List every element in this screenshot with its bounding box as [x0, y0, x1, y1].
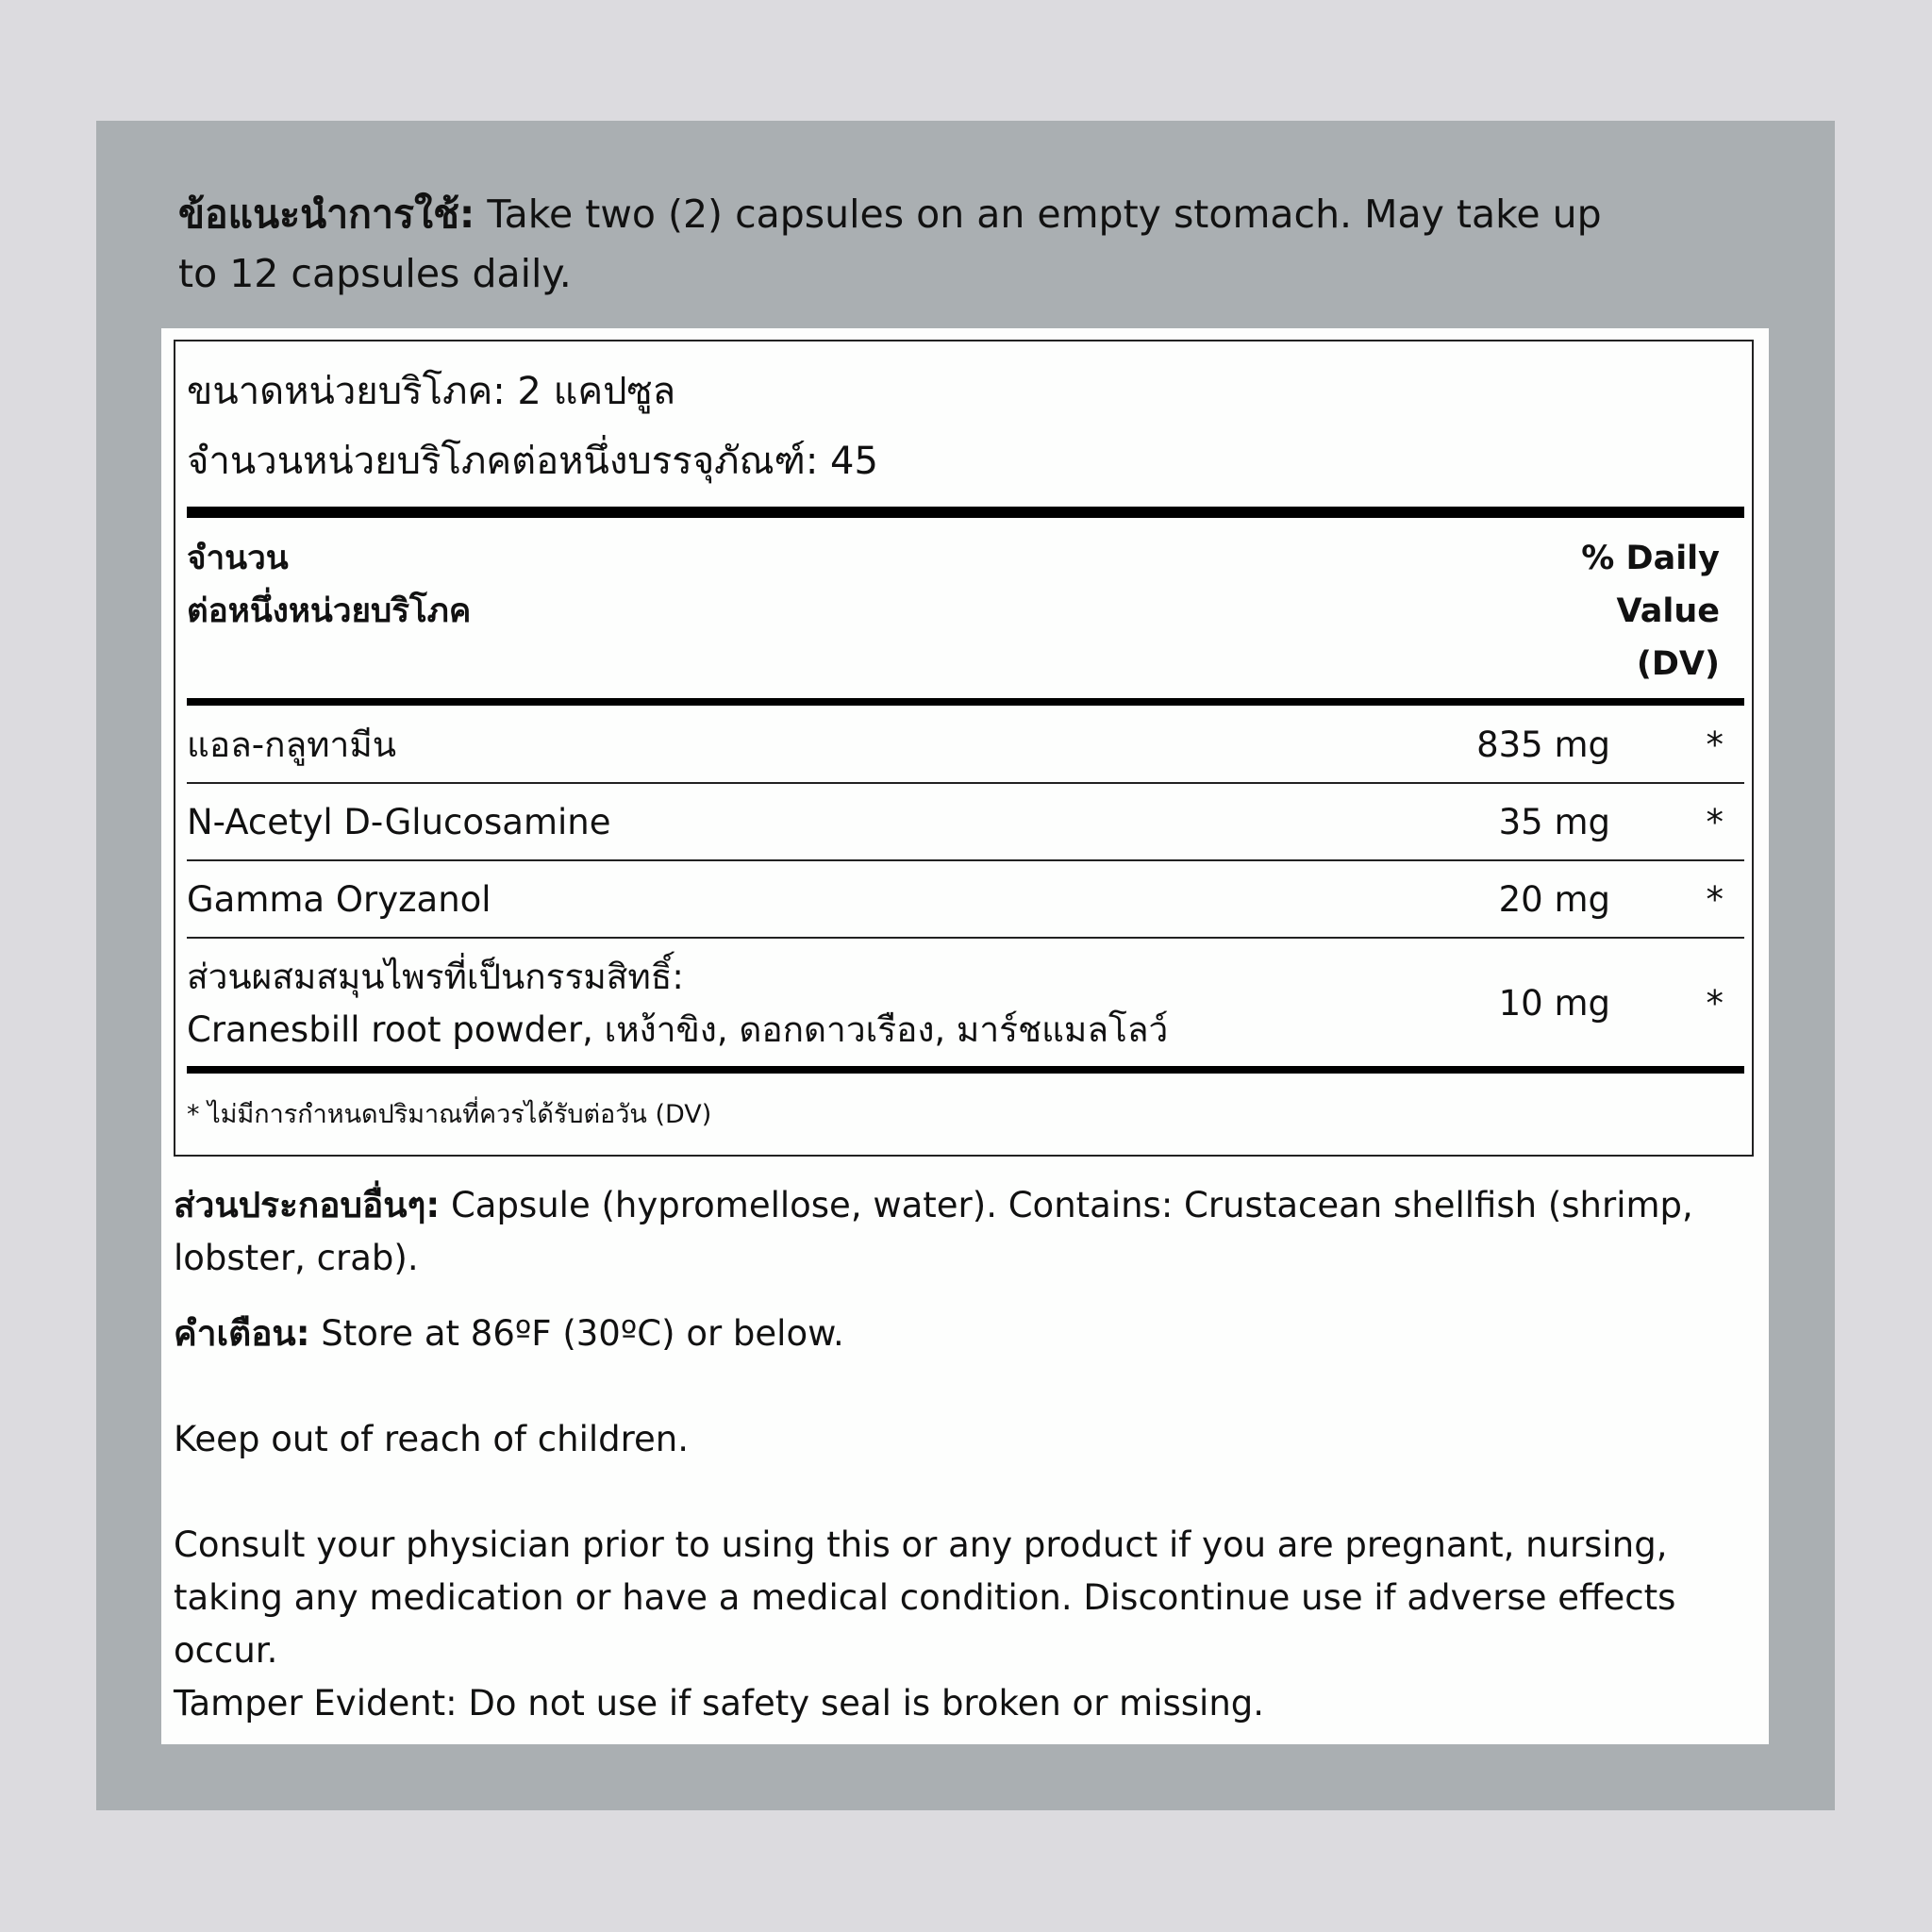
header-dv-line2: Value	[1616, 592, 1720, 630]
nutrient-amount: 20 mg	[1498, 879, 1610, 920]
nutrient-dv: *	[1706, 983, 1724, 1024]
row-divider	[187, 782, 1744, 784]
nutrient-name: Gamma Oryzanol	[187, 879, 491, 920]
nutrient-name: N-Acetyl D-Glucosamine	[187, 802, 611, 842]
nutrient-amount: 10 mg	[1498, 983, 1610, 1024]
nutrient-dv: *	[1706, 802, 1724, 842]
warning-label: คำเตือน:	[174, 1313, 310, 1354]
nutrient-row	[187, 951, 1744, 1057]
other-ingredients	[174, 1179, 1768, 1285]
nutrient-row	[187, 719, 1744, 772]
tamper-evident-notice: Tamper Evident: Do not use if safety seal is broken or missing.	[174, 1683, 1265, 1724]
other-ingredients-body: Capsule (hypromellose, water). Contains: Crustacean shellfish (shrimp, lobster, crab).	[174, 1185, 1693, 1278]
directions-body: Take two (2) capsules on an empty stomach. May take up to 12 capsules daily.	[178, 192, 1602, 296]
thick-divider-header	[187, 698, 1744, 706]
serving-size: ขนาดหน่วยบริโภค: 2 แคปซูล	[187, 370, 676, 413]
label-card	[161, 328, 1769, 1744]
thick-divider-bottom	[187, 1066, 1744, 1074]
nutrient-dv: *	[1706, 724, 1724, 765]
header-dv-line3: (DV)	[1636, 645, 1720, 683]
other-ingredients-label: ส่วนประกอบอื่นๆ:	[174, 1185, 441, 1225]
nutrient-row	[187, 874, 1744, 926]
header-amount-label: จำนวน	[187, 540, 289, 577]
keep-out-notice: Keep out of reach of children.	[174, 1419, 690, 1459]
nutrient-amount: 835 mg	[1476, 724, 1610, 765]
consult-physician-notice: Consult your physician prior to using this or any product if you are pregnant, nursing, taking any medication or have a medical condition. Discontinue use if adverse effects occur.	[174, 1524, 1676, 1671]
daily-value-header	[1512, 532, 1720, 691]
directions-label: ข้อแนะนำการใช้:	[178, 192, 475, 237]
directions-text	[178, 185, 1650, 304]
nutrient-row	[187, 796, 1744, 849]
dv-footnote: * ไม่มีการกำหนดปริมาณที่ควรได้รับต่อวัน (DV)	[187, 1100, 712, 1129]
warning-body: Store at 86ºF (30ºC) or below.	[309, 1313, 844, 1354]
header-dv-line1: % Daily	[1581, 540, 1720, 577]
row-divider	[187, 937, 1744, 939]
amount-per-serving-header	[187, 532, 471, 638]
thick-divider-top	[187, 507, 1744, 518]
nutrient-amount: 35 mg	[1498, 802, 1610, 842]
nutrient-name: แอล-กลูทามีน	[187, 724, 397, 765]
nutrient-subingredients: Cranesbill root powder, เหง้าขิง, ดอกดาวเรือง, มาร์ชแมลโลว์	[187, 1009, 1169, 1050]
servings-per-container: จำนวนหน่วยบริโภคต่อหนึ่งบรรจุภัณฑ์: 45	[187, 440, 878, 483]
nutrient-dv: *	[1706, 879, 1724, 920]
warning	[174, 1307, 1768, 1360]
nutrient-name: ส่วนผสมสมุนไพรที่เป็นกรรมสิทธิ์:	[187, 957, 684, 997]
header-per-serving-label: ต่อหนึ่งหน่วยบริโภค	[187, 592, 472, 630]
supplement-facts-box	[174, 340, 1754, 1157]
row-divider	[187, 859, 1744, 861]
